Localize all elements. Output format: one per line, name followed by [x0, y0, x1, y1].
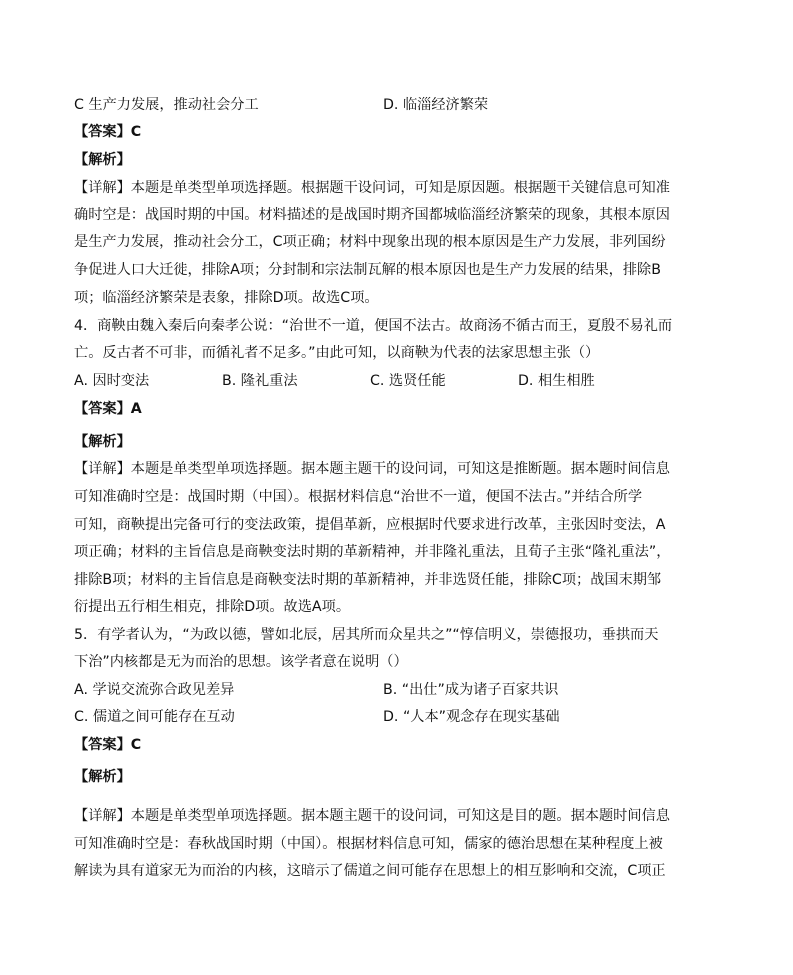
detail-line: 确时空是：战国时期的中国。材料描述的是战国时期齐国都城临淄经济繁荣的现象，其根本原因	[74, 207, 670, 223]
detail-line: 项正确；材料的主旨信息是商鞅变法时期的革新精神，并非隆礼重法，且荀子主张“隆礼重法”，	[74, 544, 671, 560]
answer-label: 【答案】C	[74, 737, 142, 753]
detail-line: 可知，商鞅提出完备可行的变法政策，提倡革新，应根据时代要求进行改革，主张因时变法，A	[74, 517, 666, 533]
answer-label: 【答案】C	[74, 124, 142, 140]
question-4-option-d: D. 相生相胜	[518, 373, 595, 389]
question-5-option-b: B. “出仕”成为诸子百家共识	[383, 682, 559, 698]
detail-line: 衍提出五行相生相克，排除D项。故选A项。	[74, 599, 351, 615]
question-5-stem: 5．有学者认为，“为政以德，譬如北辰，居其所而众星共之”“惇信明义，崇德报功，垂拱而天	[74, 627, 659, 643]
question-4-option-c: C. 选贤任能	[370, 373, 446, 389]
detail-line: 【详解】本题是单类型单项选择题。根据题干设问词，可知是原因题。根据题干关键信息可知准	[74, 180, 670, 196]
question-4-option-a: A. 因时变法	[74, 373, 150, 389]
detail-line: 【详解】本题是单类型单项选择题。据本题主题干的设问词，可知这是推断题。据本题时间信息	[74, 461, 670, 477]
question-5-option-a: A. 学说交流弥合政见差异	[74, 682, 235, 698]
question-5-option-d: D. “人本”观念存在现实基础	[383, 709, 560, 725]
detail-line: 排除B项；材料的主旨信息是商鞅变法时期的革新精神，并非选贤任能，排除C项；战国末期邹	[74, 572, 662, 588]
option-d: D. 临淄经济繁荣	[383, 97, 489, 113]
detail-line: 是生产力发展，推动社会分工，C项正确；材料中现象出现的根本原因是生产力发展，非列国纷	[74, 234, 666, 250]
answer-label: 【答案】A	[74, 401, 142, 417]
question-5-stem: 下治”内核都是无为而治的思想。该学者意在说明（）	[74, 654, 408, 670]
detail-line: 【详解】本题是单类型单项选择题。据本题主题干的设问词，可知这是目的题。据本题时间信息	[74, 808, 670, 824]
question-4-stem: 4．商鞅由魏入秦后向秦孝公说：“治世不一道，便国不法古。故商汤不循古而王，夏殷不易礼而	[74, 318, 673, 334]
detail-line: 项；临淄经济繁荣是表象，排除D项。故选C项。	[74, 290, 379, 306]
question-5-option-c: C. 儒道之间可能存在互动	[74, 709, 235, 725]
analysis-label: 【解析】	[74, 152, 131, 168]
analysis-label: 【解析】	[74, 769, 131, 785]
question-4-option-b: B. 隆礼重法	[222, 373, 298, 389]
question-4-stem: 亡。反古者不可非，而循礼者不足多。”由此可知，以商鞅为代表的法家思想主张（）	[74, 345, 600, 361]
analysis-label: 【解析】	[74, 434, 131, 450]
detail-line: 可知准确时空是：春秋战国时期（中国）。根据材料信息可知，儒家的德治思想在某种程度上被	[74, 836, 663, 852]
option-c: C 生产力发展，推动社会分工	[74, 97, 259, 113]
detail-line: 可知准确时空是：战国时期（中国）。根据材料信息“治世不一道，便国不法古。”并结合所学	[74, 489, 643, 505]
detail-line: 争促进人口大迁徙，排除A项；分封制和宗法制瓦解的根本原因也是生产力发展的结果，排除B	[74, 262, 661, 278]
detail-line: 解读为具有道家无为而治的内核，这暗示了儒道之间可能存在思想上的相互影响和交流，C项正	[74, 863, 666, 879]
